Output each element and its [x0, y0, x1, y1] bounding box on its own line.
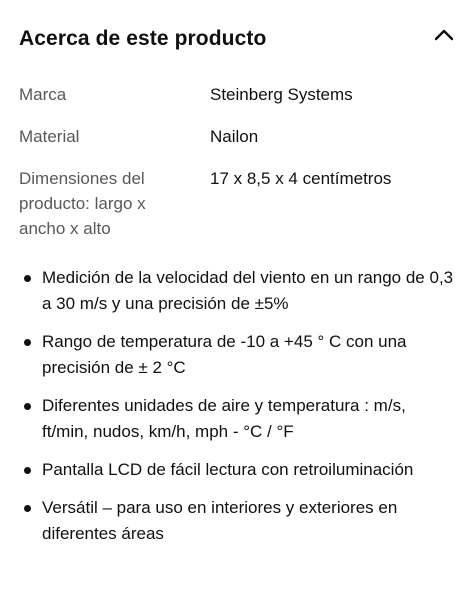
bullet-icon [24, 505, 31, 512]
bullet-icon [24, 467, 31, 474]
chevron-up-icon[interactable] [432, 26, 456, 44]
spec-label: Marca [19, 85, 67, 104]
spec-label: Dimensiones del producto: largo x ancho x alto [19, 169, 146, 238]
list-item [0, 329, 472, 381]
section-title: Acerca de este producto [19, 27, 267, 50]
spec-label: Material [19, 127, 80, 146]
spec-value: Nailon [210, 127, 259, 146]
bullet-icon [24, 339, 31, 346]
bullet-text: Pantalla LCD de fácil lectura con retroiluminación [42, 460, 414, 479]
section-header[interactable] [0, 0, 472, 80]
bullet-text: Rango de temperatura de -10 a +45 ° C con una precisión de ± 2 °C [42, 332, 407, 377]
bullet-icon [24, 275, 31, 282]
spec-row-brand [0, 80, 472, 110]
spec-value: Steinberg Systems [210, 85, 353, 104]
list-item [0, 265, 472, 317]
list-item [0, 393, 472, 445]
spec-row-material [0, 122, 472, 152]
list-item [0, 495, 472, 547]
bullet-icon [24, 403, 31, 410]
spec-row-dimensions [0, 166, 472, 246]
feature-bullets [0, 265, 472, 559]
spec-value: 17 x 8,5 x 4 centímetros [210, 169, 392, 188]
bullet-text: Versátil – para uso en interiores y exteriores en diferentes áreas [42, 498, 398, 543]
bullet-text: Diferentes unidades de aire y temperatura : m/s, ft/min, nudos, km/h, mph - °C / °F [42, 396, 406, 441]
list-item [0, 457, 472, 483]
bullet-text: Medición de la velocidad del viento en un rango de 0,3 a 30 m/s y una precisión de ±5% [42, 268, 454, 313]
